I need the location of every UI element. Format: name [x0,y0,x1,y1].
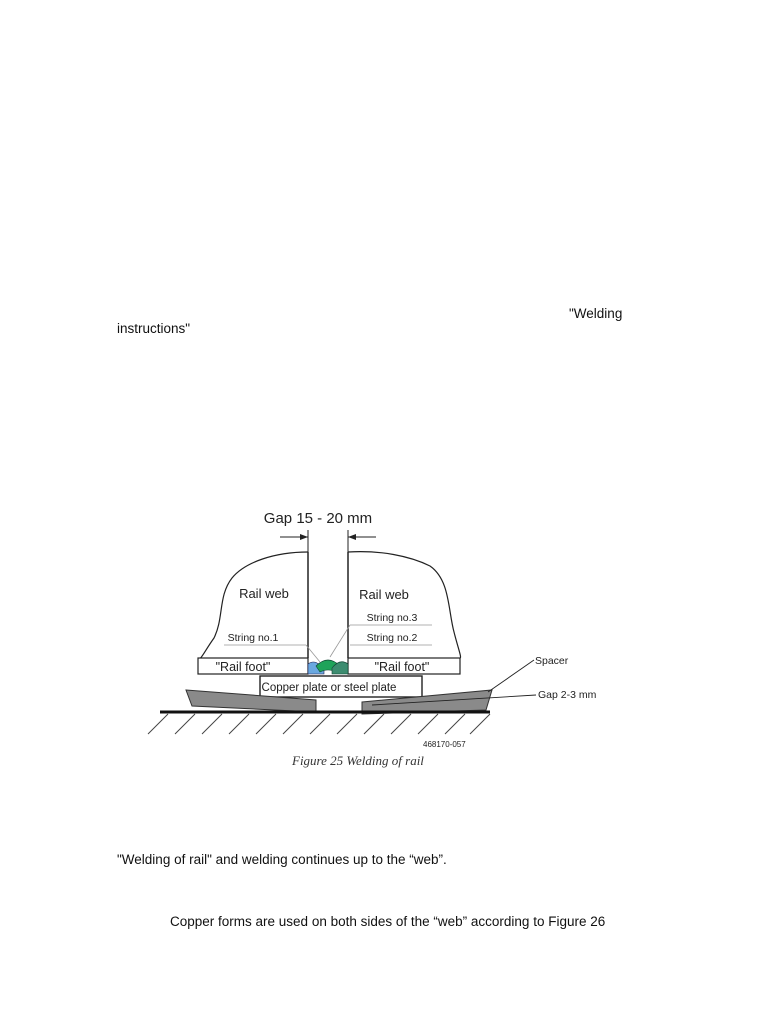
drawing-number: 468170-057 [423,740,466,749]
rail-web-left-label: Rail web [239,586,289,601]
gap-label: Gap 15 - 20 mm [263,510,373,527]
figure-caption: Figure 25 Welding of rail [292,753,424,768]
body-text-welding: "Welding [569,306,623,321]
string-3-label: String no.3 [366,612,418,624]
spacer-leader [488,660,534,692]
string-3-leader-tip [330,625,350,657]
body-text-instructions: instructions" [117,321,191,336]
rail-foot-right-label: "Rail foot" [374,660,430,674]
body-text-welding-continues: "Welding of rail" and welding continues up to the “web”. [117,852,447,867]
gap-2-3-label: Gap 2-3 mm [538,689,597,701]
ground-hatching [148,714,490,734]
body-text-copper-forms: Copper forms are used on both sides of the “web” according to Figure 26 [170,914,606,929]
rail-welding-diagram [140,500,620,780]
figure-welding-of-rail [140,500,620,780]
dimension-arrow-left [300,534,308,540]
rail-foot-left-label: "Rail foot" [215,660,271,674]
dimension-arrow-right [348,534,356,540]
string-1-label: String no.1 [227,632,279,644]
rail-web-right-label: Rail web [359,587,409,602]
copper-plate-label: Copper plate or steel plate [261,682,397,694]
spacer-label: Spacer [535,655,569,667]
string-2-label: String no.2 [366,632,418,644]
